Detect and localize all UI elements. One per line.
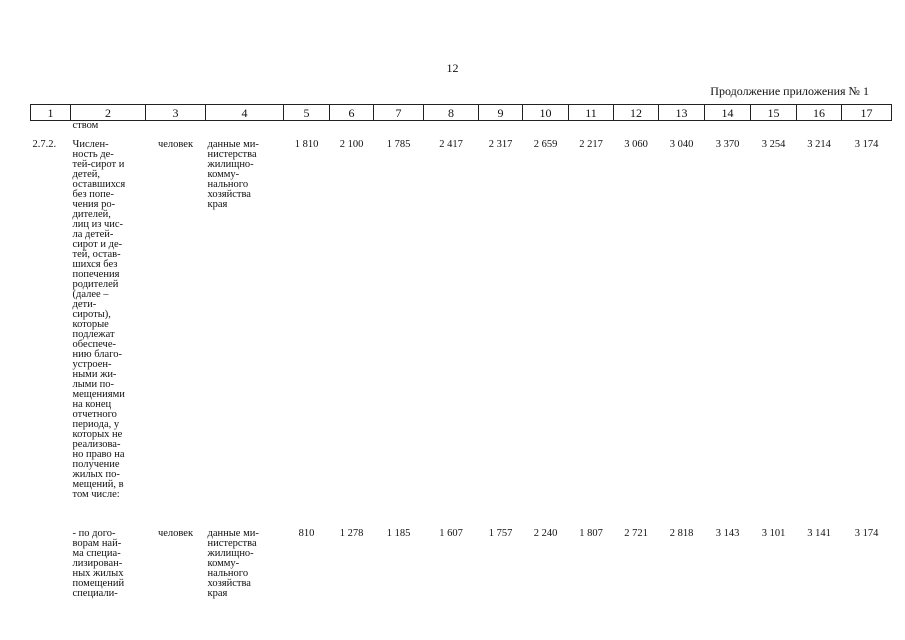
column-header-9: 9 — [479, 105, 523, 121]
value-cell-col-10: 2 659 — [533, 139, 558, 150]
value-cell-col-5: 1 810 — [294, 139, 319, 150]
table-body — [31, 121, 892, 600]
column-header-2: 2 — [71, 105, 146, 121]
value-cell-col-15: 3 101 — [761, 528, 786, 539]
column-header-4: 4 — [206, 105, 284, 121]
appendix-caption: Продолжение приложения № 1 — [710, 84, 869, 98]
row-code — [31, 522, 71, 599]
table-row — [31, 133, 892, 522]
header-row — [31, 105, 892, 121]
row-unit: человек — [157, 528, 194, 539]
row-code: 2.7.2. — [32, 139, 57, 150]
column-header-15: 15 — [751, 105, 797, 121]
value-cell-col-10: 2 240 — [533, 528, 558, 539]
column-header-11: 11 — [569, 105, 614, 121]
page-number: 12 — [446, 61, 459, 75]
column-header-10: 10 — [523, 105, 569, 121]
value-cell-col-5: 810 — [298, 528, 315, 539]
value-cell-col-11: 2 217 — [579, 139, 603, 150]
value-cell-col-13: 2 818 — [669, 528, 694, 539]
column-header-6: 6 — [330, 105, 374, 121]
indicator-table — [30, 104, 892, 599]
column-header-13: 13 — [659, 105, 705, 121]
value-cell-col-14: 3 370 — [715, 139, 740, 150]
value-cell-col-7: 1 185 — [386, 528, 411, 539]
row-source: данные ми- нистерства жилищно- комму- нального хозяйства края — [207, 528, 259, 599]
value-cell-col-12: 3 060 — [624, 139, 648, 150]
value-cell-col-8: 1 607 — [439, 528, 463, 539]
column-header-5: 5 — [284, 105, 330, 121]
column-header-12: 12 — [614, 105, 659, 121]
column-header-3: 3 — [146, 105, 206, 121]
column-header-7: 7 — [374, 105, 424, 121]
table-row — [31, 522, 892, 599]
value-cell-col-16: 3 214 — [807, 139, 831, 150]
value-cell-col-17: 3 174 — [854, 528, 879, 539]
value-cell-col-7: 1 785 — [386, 139, 411, 150]
column-header-16: 16 — [797, 105, 842, 121]
continuation-text: ством — [72, 120, 99, 131]
continuation-row — [31, 121, 892, 134]
column-header-17: 17 — [842, 105, 892, 121]
column-header-1: 1 — [31, 105, 71, 121]
row-source: данные ми- нистерства жилищно- комму- нального хозяйства края — [207, 139, 259, 210]
value-cell-col-8: 2 417 — [439, 139, 463, 150]
table-header — [31, 105, 892, 121]
value-cell-col-13: 3 040 — [669, 139, 694, 150]
value-cell-col-14: 3 143 — [715, 528, 740, 539]
value-cell-col-11: 1 807 — [579, 528, 603, 539]
value-cell-col-17: 3 174 — [854, 139, 879, 150]
value-cell-col-9: 1 757 — [488, 528, 513, 539]
row-description: Числен- ность де- тей-сирот и детей, оставшихся без попе- чения ро- дителей, лиц из чис- ла детей- сирот и де- тей, остав- шихся без попечения родителей (далее – дети- сироты), которые подлежат обеспече- нию благо- устроен- ными жи- лыми по- мещениями на конец отчетного периода, у которых не реализова- но право на получение жилых по- мещений, в том числе: — [72, 139, 126, 500]
value-cell-col-6: 1 278 — [339, 528, 364, 539]
value-cell-col-9: 2 317 — [488, 139, 513, 150]
value-cell-col-15: 3 254 — [761, 139, 786, 150]
column-header-14: 14 — [705, 105, 751, 121]
value-cell-col-6: 2 100 — [339, 139, 364, 150]
value-cell-col-16: 3 141 — [807, 528, 831, 539]
value-cell-col-12: 2 721 — [624, 528, 648, 539]
column-header-8: 8 — [424, 105, 479, 121]
row-unit: человек — [157, 139, 194, 150]
row-description: - по дого- ворам най- ма специа- лизирован- ных жилых помещений специали- — [72, 528, 125, 599]
